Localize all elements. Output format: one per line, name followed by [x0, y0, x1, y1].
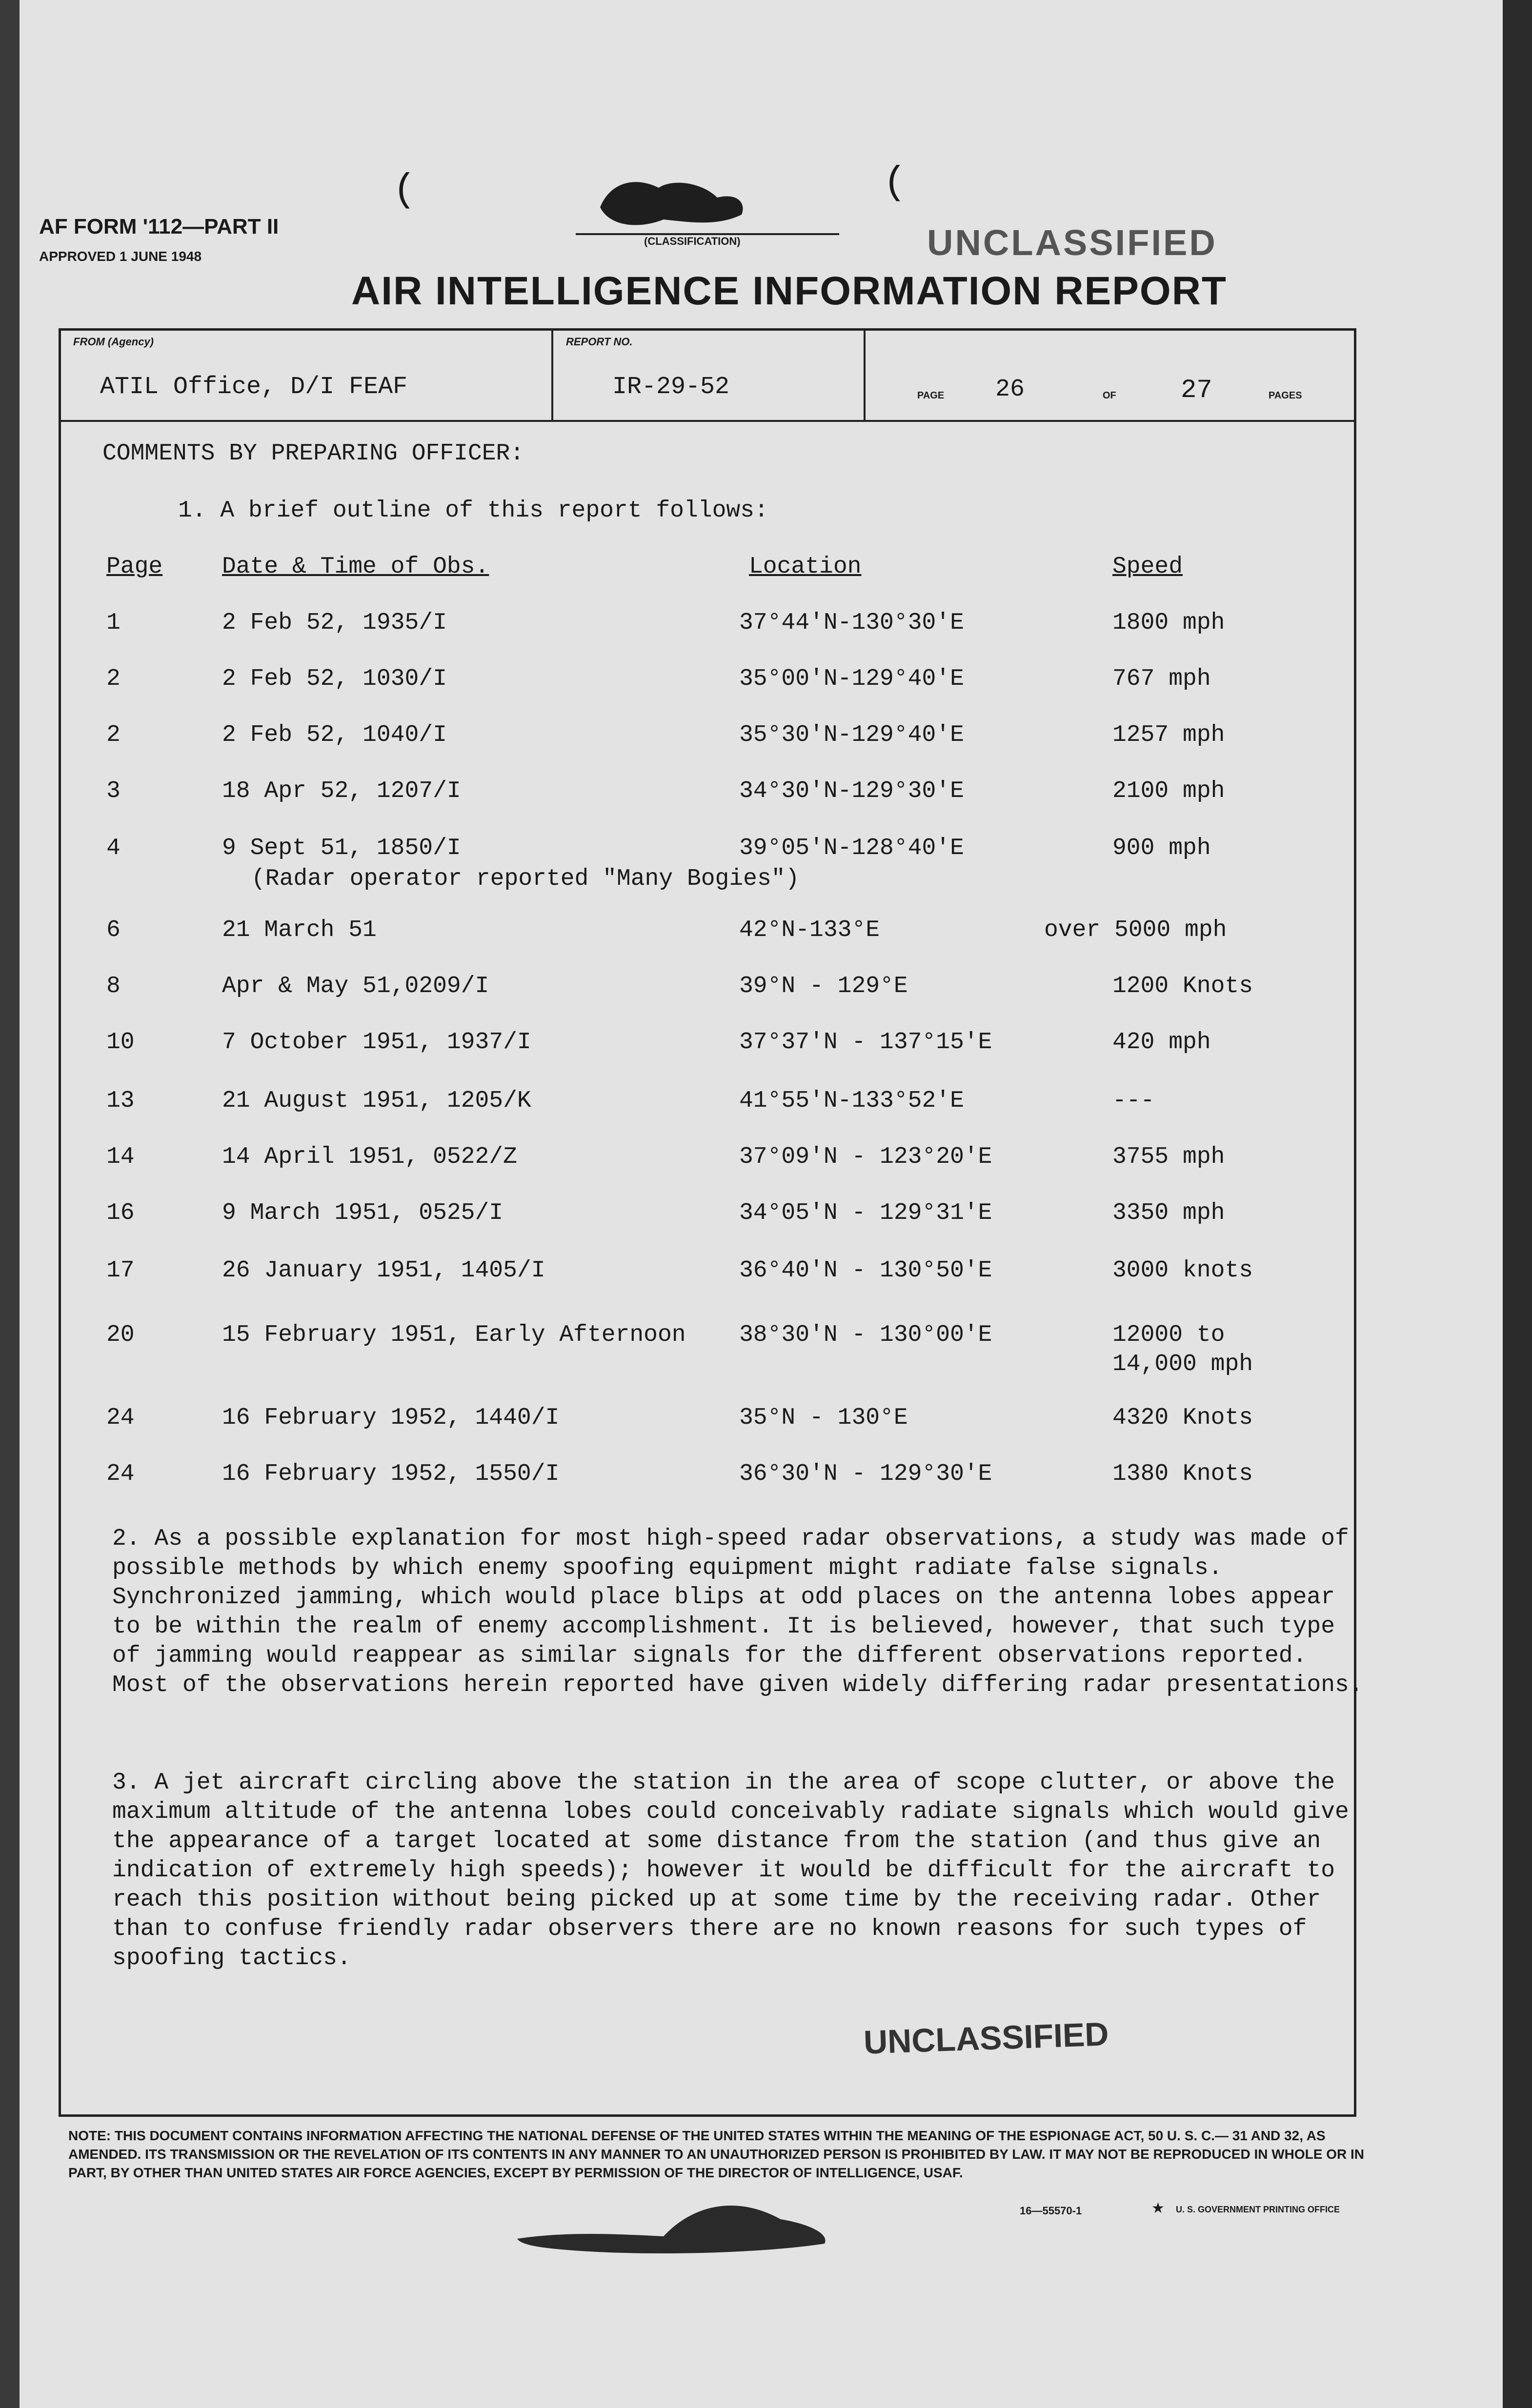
cell-speed: 1800 mph [1112, 610, 1225, 636]
cell-speed: 4320 Knots [1112, 1405, 1253, 1431]
cell-date: 16 February 1952, 1550/I [222, 1461, 560, 1487]
report-no-label: REPORT NO. [566, 336, 633, 348]
cell-page: 20 [106, 1322, 135, 1348]
cell-date: 21 March 51 [222, 917, 377, 943]
cell-location: 37°37'N - 137°15'E [739, 1029, 992, 1055]
cell-location: 37°44'N-130°30'E [739, 610, 964, 636]
cell-page: 14 [106, 1144, 135, 1170]
col-header-speed: Speed [1112, 554, 1183, 580]
cell-page: 16 [106, 1200, 135, 1226]
from-label: FROM (Agency) [73, 336, 154, 348]
cell-speed: 767 mph [1112, 666, 1211, 692]
cell-date: 16 February 1952, 1440/I [222, 1405, 560, 1431]
espionage-notice: NOTE: THIS DOCUMENT CONTAINS INFORMATION AFFECTING THE NATIONAL DEFENSE OF THE UNITED STATES WITHIN THE MEANING OF THE ESPIONAGE ACT, 50 U. S. C.— 31 AND 32, AS AMENDED. ITS TRANSMISSION OR THE REVELATION OF ITS CONTENTS IN ANY MANNER TO AN UNAUTHORIZED PERSON IS PROHIBITED BY LAW. IT MAY NOT BE REPRODUCED IN WHOLE OR IN PART, BY OTHER THAN UNITED STATES AIR FORCE AGENCIES, EXCEPT BY PERMISSION OF THE DIRECTOR OF INTELLIGENCE, USAF. [68, 2128, 1365, 2180]
cell-page: 4 [106, 835, 121, 861]
cell-page: 24 [106, 1405, 135, 1431]
redaction-blot [507, 2175, 839, 2258]
cell-speed: 1200 Knots [1112, 973, 1253, 999]
cell-location: 34°30'N-129°30'E [739, 778, 964, 804]
cell-speed: 12000 to [1112, 1322, 1225, 1348]
from-value: ATIL Office, D/I FEAF [100, 373, 408, 401]
page-number: 26 [995, 376, 1025, 403]
cell-page: 10 [106, 1029, 135, 1055]
scan-edge [1503, 0, 1532, 2408]
cell-location: 35°N - 130°E [739, 1405, 908, 1431]
paragraph-2: 2. As a possible explanation for most high-speed radar observations, a study was made of possible methods by which enemy spoofing equipment might radiate false signals. Synchronized jamming, which would place blips at odd places on the antenna lobes appear to be within the realm of enemy accomplishment. It is believed, however, that such type of jamming would reappear as similar signals for the different observations reported. Most of the observations herein reported have given widely differing radar presentations. [112, 1526, 1363, 1698]
cell-date: 21 August 1951, 1205/K [222, 1088, 531, 1114]
cell-location: 39°N - 129°E [739, 973, 908, 999]
cell-page: 6 [106, 917, 121, 943]
cell-speed: 900 mph [1112, 835, 1211, 861]
of-label: OF [1103, 390, 1116, 401]
cell-speed: 1380 Knots [1112, 1461, 1253, 1487]
cell-date: Apr & May 51,0209/I [222, 973, 489, 999]
cell-page: 17 [106, 1257, 135, 1284]
col-header-location: Location [749, 554, 862, 580]
cell-location: 42°N-133°E [739, 917, 880, 943]
cell-date: 7 October 1951, 1937/I [222, 1029, 531, 1055]
col-header-page: Page [106, 554, 163, 580]
row-note: (Radar operator reported "Many Bogies") [251, 866, 800, 892]
form-approved: APPROVED 1 JUNE 1948 [39, 249, 202, 264]
cell-location: 36°30'N - 129°30'E [739, 1461, 992, 1487]
report-no-value: IR-29-52 [612, 373, 730, 401]
cell-date: 15 February 1951, Early Afternoon [222, 1322, 686, 1348]
cell-date: 26 January 1951, 1405/I [222, 1257, 545, 1284]
cell-page: 13 [106, 1088, 135, 1114]
cell-location: 35°30'N-129°40'E [739, 722, 964, 748]
paragraph-3: 3. A jet aircraft circling above the station in the area of scope clutter, or above the maximum altitude of the antenna lobes could conceivably radiate signals which would give the appearance of a target located at some distance from the station (and thus give an indication of extremely high speeds); however it would be difficult for the aircraft to reach this position without being picked up at some time by the receiving radar. Other than to confuse friendly radar observers there are no known reasons for such types of spoofing tactics. [112, 1770, 1349, 1971]
cell-location: 35°00'N-129°40'E [739, 666, 964, 692]
cell-speed: 3755 mph [1112, 1144, 1225, 1170]
cell-page: 1 [106, 610, 121, 636]
cell-speed: 1257 mph [1112, 722, 1225, 748]
cell-date: 9 Sept 51, 1850/I [222, 835, 461, 861]
cell-speed: --- [1112, 1088, 1155, 1114]
header-divider [864, 328, 866, 422]
cell-date: 18 Apr 52, 1207/I [222, 778, 461, 804]
report-title: AIR INTELLIGENCE INFORMATION REPORT [351, 269, 1228, 313]
cell-speed: 3000 knots [1112, 1257, 1253, 1284]
pages-label: PAGES [1269, 390, 1302, 401]
redaction-blot [590, 173, 751, 234]
cell-page: 24 [106, 1461, 135, 1487]
cell-location: 36°40'N - 130°50'E [739, 1257, 992, 1284]
printing-office: U. S. GOVERNMENT PRINTING OFFICE [1176, 2205, 1340, 2214]
punch-mark: ( [883, 161, 907, 205]
cell-page: 2 [106, 722, 121, 748]
total-pages: 27 [1181, 376, 1212, 405]
cell-location: 37°09'N - 123°20'E [739, 1144, 992, 1170]
cell-speed: 420 mph [1112, 1029, 1211, 1055]
cell-speed: 2100 mph [1112, 778, 1225, 804]
cell-date: 2 Feb 52, 1040/I [222, 722, 447, 748]
cell-date: 9 March 1951, 0525/I [222, 1200, 504, 1226]
cell-speed: over 5000 mph [1044, 917, 1227, 943]
cell-speed: 3350 mph [1112, 1200, 1225, 1226]
cell-page: 2 [106, 666, 121, 692]
cell-speed-line2: 14,000 mph [1112, 1351, 1253, 1377]
classification-label: (CLASSIFICATION) [644, 235, 741, 247]
cell-location: 38°30'N - 130°00'E [739, 1322, 992, 1348]
paragraph-1: 1. A brief outline of this report follows: [178, 498, 768, 524]
header-divider [551, 328, 553, 422]
star-icon: ★ [1151, 2200, 1165, 2216]
cell-page: 8 [106, 973, 121, 999]
page-label: PAGE [917, 390, 945, 401]
cell-date: 14 April 1951, 0522/Z [222, 1144, 517, 1170]
print-code: 16—55570-1 [1020, 2205, 1082, 2217]
cell-location: 34°05'N - 129°31'E [739, 1200, 992, 1226]
comments-heading: COMMENTS BY PREPARING OFFICER: [102, 440, 524, 467]
classification-stamp-bottom: UNCLASSIFIED [863, 2015, 1109, 2061]
col-header-date: Date & Time of Obs. [222, 554, 489, 580]
punch-mark: ( [393, 168, 417, 213]
cell-page: 3 [106, 778, 121, 804]
cell-location: 41°55'N-133°52'E [739, 1088, 964, 1114]
cell-date: 2 Feb 52, 1030/I [222, 666, 447, 692]
classification-stamp: UNCLASSIFIED [927, 222, 1217, 263]
form-number: AF FORM '112—PART II [39, 215, 279, 239]
cell-location: 39°05'N-128°40'E [739, 835, 964, 861]
cell-date: 2 Feb 52, 1935/I [222, 610, 447, 636]
